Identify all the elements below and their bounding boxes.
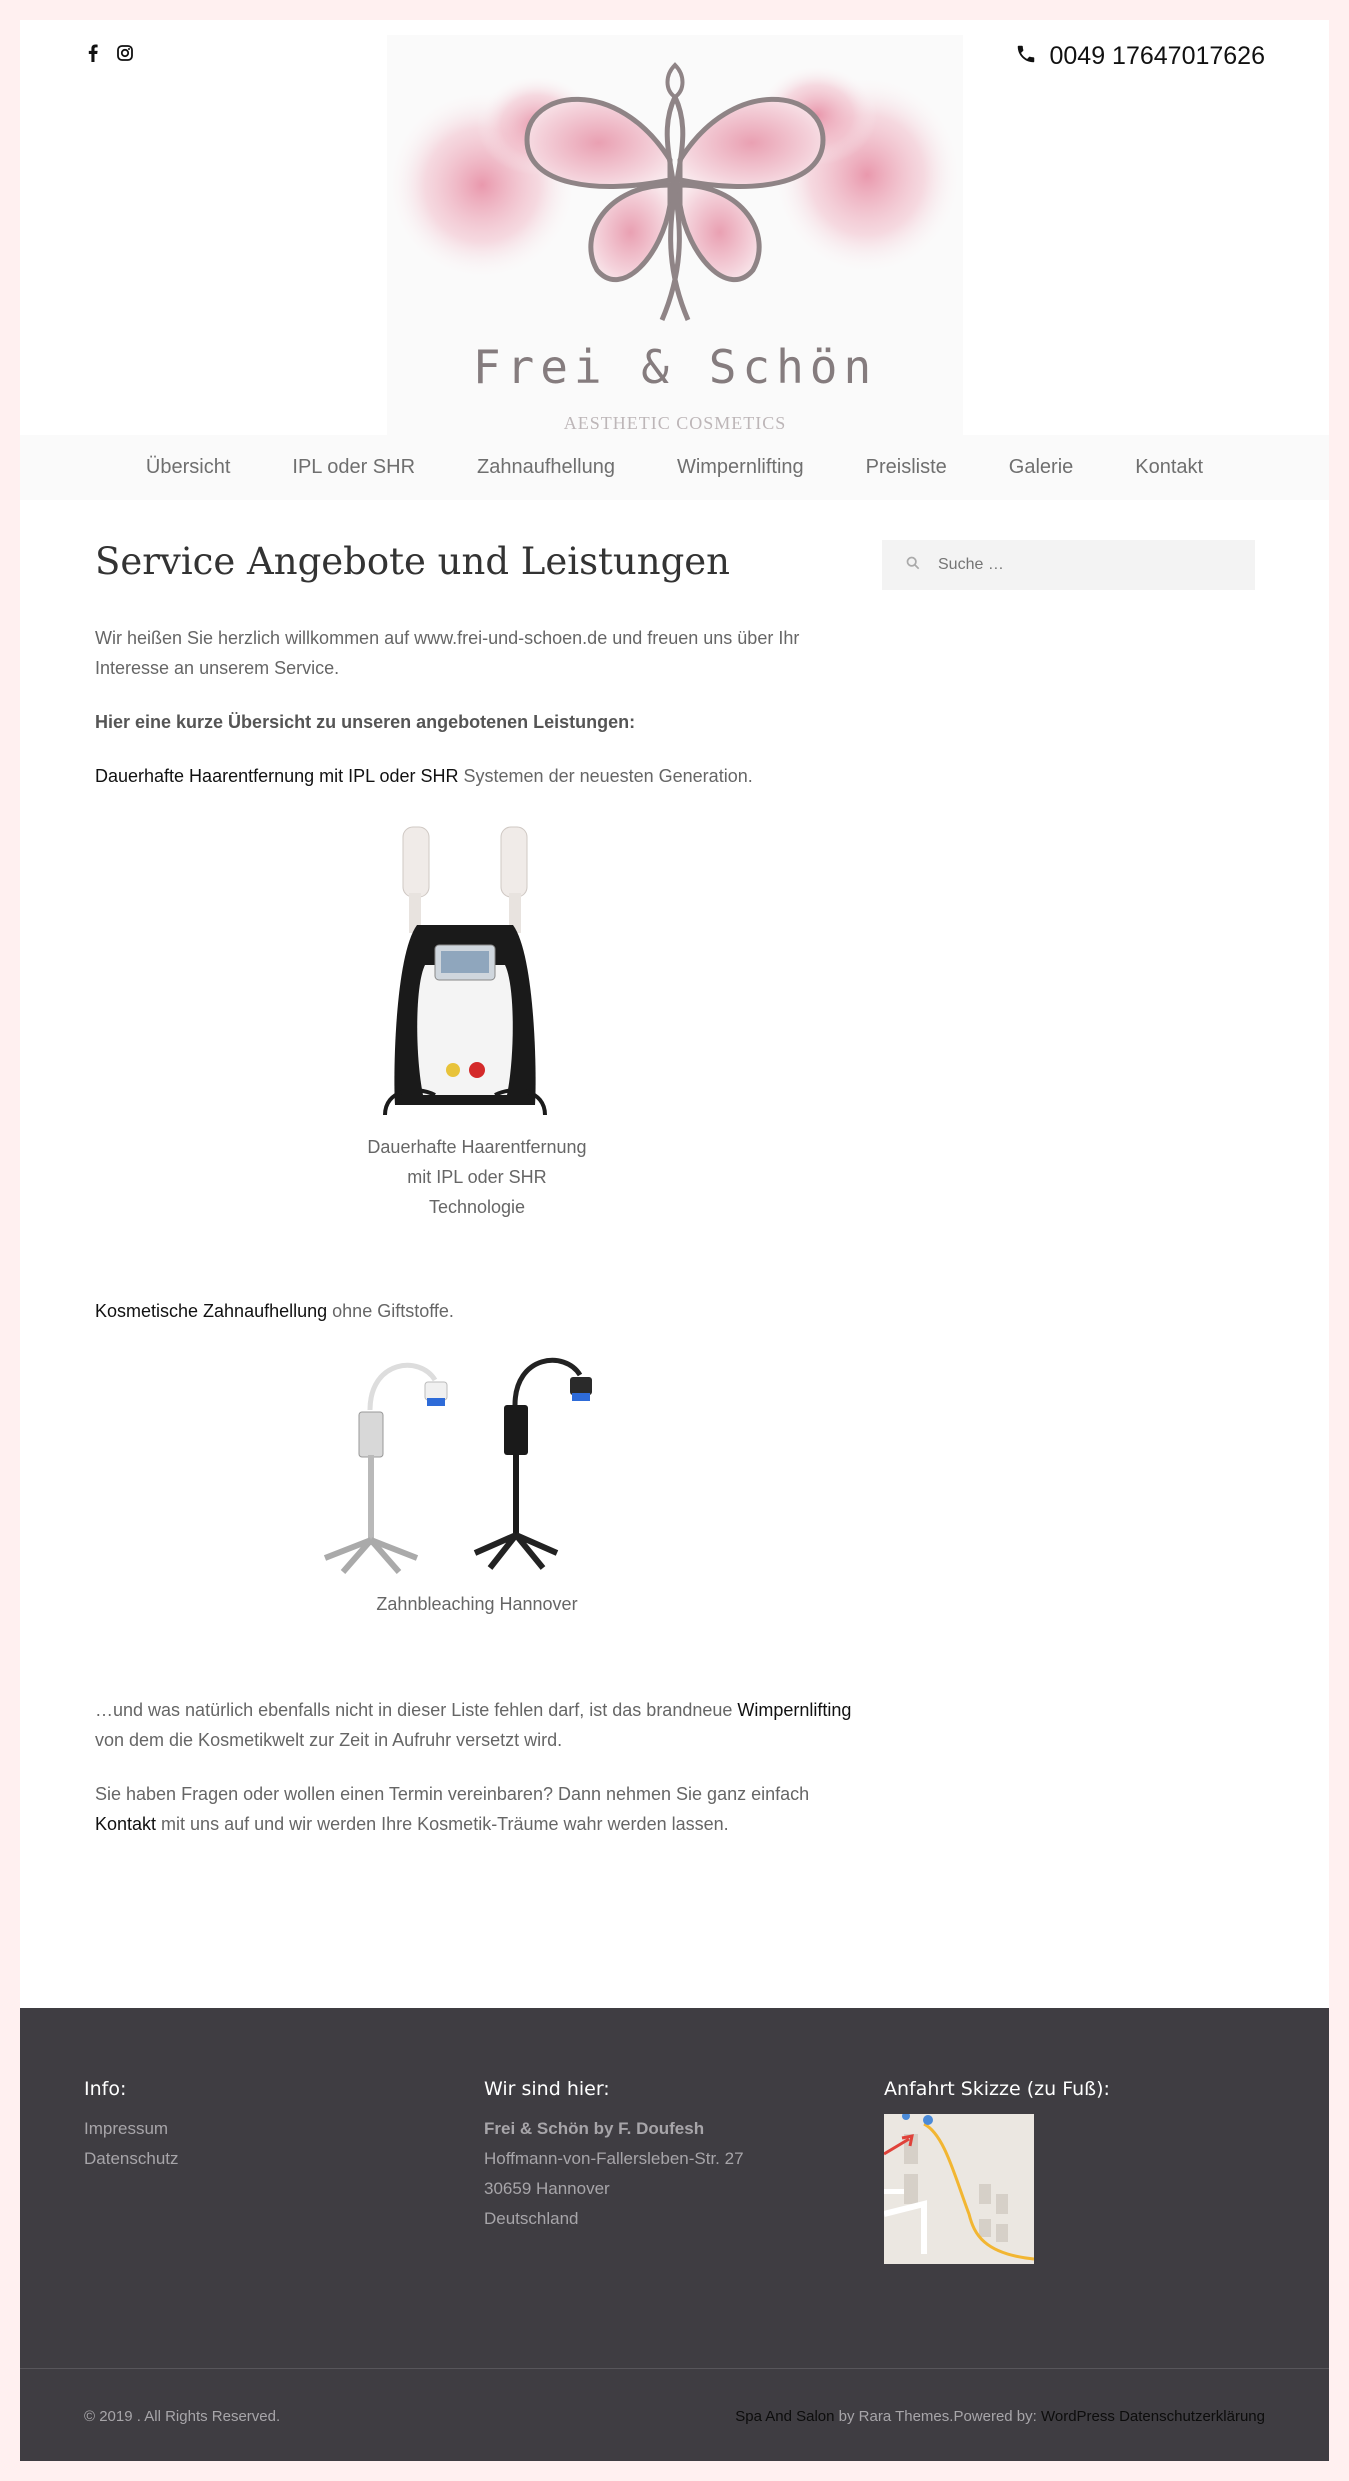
wordpress-link[interactable]: WordPress <box>1040 2408 1115 2425</box>
intro-paragraph: Wir heißen Sie herzlich willkommen auf www.frei-und-schoen.de und freuen uns über Ihr Interesse an unserem Service. <box>95 628 800 678</box>
phone-number[interactable]: 0049 17647017626 <box>1049 42 1265 70</box>
page-title: Service Angebote und Leistungen <box>95 540 730 583</box>
butterfly-logo-graphic <box>387 35 963 335</box>
walking-map-image[interactable] <box>884 2114 1034 2264</box>
main-navigation <box>20 435 1329 500</box>
lash-link[interactable]: Wimpernlifting <box>737 1700 852 1720</box>
teeth-text: ohne Giftstoffe. <box>327 1301 454 1321</box>
nav-item-wimpernlifting[interactable]: Wimpernlifting <box>676 456 804 478</box>
footer-link-impressum[interactable]: Impressum <box>84 2119 169 2138</box>
brand-name: Frei & Schön <box>472 340 878 394</box>
ipl-caption-line: Technologie <box>428 1197 526 1217</box>
teeth-figure <box>285 1350 669 1619</box>
footer-map-column <box>884 2078 1110 2264</box>
footer-info-column <box>84 2078 179 2174</box>
footer-address-column <box>484 2078 744 2234</box>
ipl-text: Systemen der neuesten Generation. <box>458 766 753 786</box>
brand-tagline: AESTHETIC COSMETICS <box>563 413 787 433</box>
facebook-icon[interactable] <box>84 44 102 62</box>
copyright-text: © 2019 . All Rights Reserved. <box>84 2408 281 2425</box>
address-name: Frei & Schön by F. Doufesh <box>484 2119 705 2138</box>
ipl-device-image[interactable] <box>285 815 669 1115</box>
site-header <box>20 20 1329 500</box>
teeth-caption: Zahnbleaching Hannover <box>376 1594 578 1614</box>
search-widget <box>882 540 1255 590</box>
social-links <box>84 44 134 62</box>
footer-divider <box>20 2368 1329 2369</box>
credits-by-text: by Rara Themes.Powered by: <box>834 2408 1041 2425</box>
phone-icon <box>1015 43 1037 70</box>
nav-item-preisliste[interactable]: Preisliste <box>865 456 947 478</box>
site-footer <box>20 2008 1329 2461</box>
contact-link[interactable]: Kontakt <box>95 1814 157 1834</box>
contact-text-after: mit uns auf und wir werden Ihre Kosmetik-Träume wahr werden lassen. <box>156 1814 729 1834</box>
overview-paragraph <box>95 707 855 737</box>
lash-text-after: von dem die Kosmetikwelt zur Zeit in Aufruhr versetzt wird. <box>95 1730 563 1750</box>
footer-map-title: Anfahrt Skizze (zu Fuß): <box>884 2078 1110 2100</box>
ipl-caption-line: mit IPL oder SHR <box>407 1167 547 1187</box>
footer-info-title: Info: <box>84 2078 127 2100</box>
contact-text-before: Sie haben Fragen oder wollen einen Termin vereinbaren? Dann nehmen Sie ganz einfach <box>95 1784 810 1804</box>
search-icon <box>906 556 920 575</box>
search-input[interactable] <box>938 556 1238 574</box>
ipl-caption <box>285 1132 669 1222</box>
nav-item-kontakt[interactable]: Kontakt <box>1135 456 1204 478</box>
lash-text-before: …und was natürlich ebenfalls nicht in dieser Liste fehlen darf, ist das brandneue <box>95 1700 738 1720</box>
nav-item-galerie[interactable]: Galerie <box>1008 456 1074 478</box>
address-city: 30659 Hannover <box>484 2179 610 2198</box>
teeth-paragraph <box>95 1296 855 1326</box>
theme-link[interactable]: Spa And Salon <box>735 2408 835 2425</box>
address-street: Hoffmann-von-Fallersleben-Str. 27 <box>484 2149 744 2168</box>
contact-paragraph <box>95 1779 855 1839</box>
instagram-icon[interactable] <box>116 44 134 62</box>
main-content-area <box>20 500 1329 2008</box>
nav-item-uebersicht[interactable]: Übersicht <box>145 456 231 478</box>
teeth-device-image[interactable] <box>285 1350 669 1580</box>
nav-item-ipl-oder-shr[interactable]: IPL oder SHR <box>292 456 416 478</box>
teeth-link[interactable]: Kosmetische Zahnaufhellung <box>95 1301 328 1321</box>
footer-address-title: Wir sind hier: <box>484 2078 610 2100</box>
footer-credits <box>735 2408 1265 2425</box>
site-logo[interactable] <box>387 35 963 435</box>
ipl-link[interactable]: Dauerhafte Haarentfernung mit IPL oder SHR <box>95 766 459 786</box>
overview-heading: Hier eine kurze Übersicht zu unseren angebotenen Leistungen: <box>95 712 636 732</box>
article-content <box>95 540 855 1863</box>
privacy-policy-link[interactable]: Datenschutzerklärung <box>1119 2408 1265 2425</box>
footer-link-datenschutz[interactable]: Datenschutz <box>84 2149 179 2168</box>
ipl-caption-line: Dauerhafte Haarentfernung <box>367 1137 587 1157</box>
phone-contact[interactable] <box>1015 42 1265 71</box>
nav-item-zahnaufhellung[interactable]: Zahnaufhellung <box>477 456 615 478</box>
address-country: Deutschland <box>484 2209 579 2228</box>
ipl-paragraph <box>95 761 855 791</box>
ipl-figure <box>285 815 669 1222</box>
lash-paragraph <box>95 1695 855 1755</box>
